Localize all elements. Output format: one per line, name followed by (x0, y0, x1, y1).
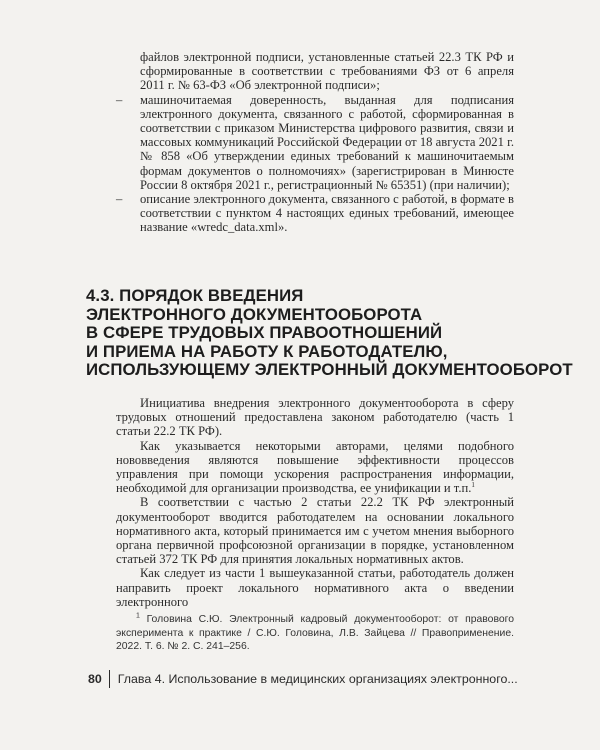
body-text (116, 396, 514, 609)
footnote (116, 613, 514, 654)
paragraph: Как следует из части 1 вышеуказанной статьи, работодатель должен направить проект локального нормативного акта о введении электронного (116, 566, 514, 609)
paragraph: В соответствии с частью 2 статьи 22.2 ТК РФ электронный документооборот вводится работодателем на основании локального нормативного акта, который принимается им с учетом мнения выборного органа первичной профсоюзной организации в порядке, установленном статьей 372 ТК РФ для принятия локальных нормативных актов. (116, 495, 514, 567)
footnote-number: 1 (136, 612, 140, 620)
page-number: 80 (88, 672, 102, 686)
list-item-continuation: файлов электронной подписи, установленные статьей 22.3 ТК РФ и сформированные в соответствии с требованиями ФЗ от 6 апреля 2011 г. № 63-ФЗ «Об электронной подписи»; (140, 50, 514, 93)
running-chapter-title: Глава 4. Использование в медицинских организациях электронного... (117, 672, 518, 686)
list-item-document-description: – описание электронного документа, связанного с работой, в формате в соответствии с пунктом 4 настоящих единых требований, имеющее название «wredc_data.xml». (116, 192, 514, 235)
section-heading-line: 4.3. ПОРЯДОК ВВЕДЕНИЯ (86, 286, 304, 305)
section-heading-line: ИСПОЛЬЗУЮЩЕМУ ЭЛЕКТРОННЫЙ ДОКУМЕНТООБОРОТ (86, 360, 573, 380)
page-footer (88, 670, 518, 688)
paragraph-text: Как указывается некоторыми авторами, целями подобного нововведения являются повышение эффективности процессов управления при помощи ускорения распространения информации, необходимой для организации производства, ее унификации и т.п. (116, 438, 514, 496)
section-heading-line: И ПРИЕМА НА РАБОТУ К РАБОТОДАТЕЛЮ, (86, 341, 448, 361)
list-item-machine-readable-power-of-attorney: – машиночитаемая доверенность, выданная для подписания электронного документа, связанного с работой, сформированная в соответствии с приказом Министерства цифрового развития, связи и массовых коммуникаций Российской Федерации от 18 августа 2021 г. № 858 «Об утверждении единых требований к машиночитаемым формам документов о полномочиях» (зарегистрирован в Минюсте России 8 октября 2021 г., регистрационный № 65351) (при наличии); (116, 93, 514, 192)
section-heading-line: ЭЛЕКТРОННОГО ДОКУМЕНТООБОРОТА (86, 304, 423, 324)
footnote-text: Головина С.Ю. Электронный кадровый документооборот: от правового эксперимента к практике / С.Ю. Головина, Л.В. Зайцева // Правоприменение. 2022. Т. 6. № 2. С. 241–256. (116, 614, 514, 653)
section-heading (86, 286, 573, 380)
paragraph: Инициатива внедрения электронного документооборота в сферу трудовых отношений предоставлена законом работодателю (часть 1 статьи 22.2 ТК РФ). (116, 396, 514, 439)
footer-divider (109, 670, 110, 688)
requirements-list (116, 50, 514, 235)
section-heading-line: В СФЕРЕ ТРУДОВЫХ ПРАВООТНОШЕНИЙ (86, 323, 443, 343)
footnote-reference[interactable]: 1 (471, 481, 475, 490)
paragraph (116, 439, 514, 496)
